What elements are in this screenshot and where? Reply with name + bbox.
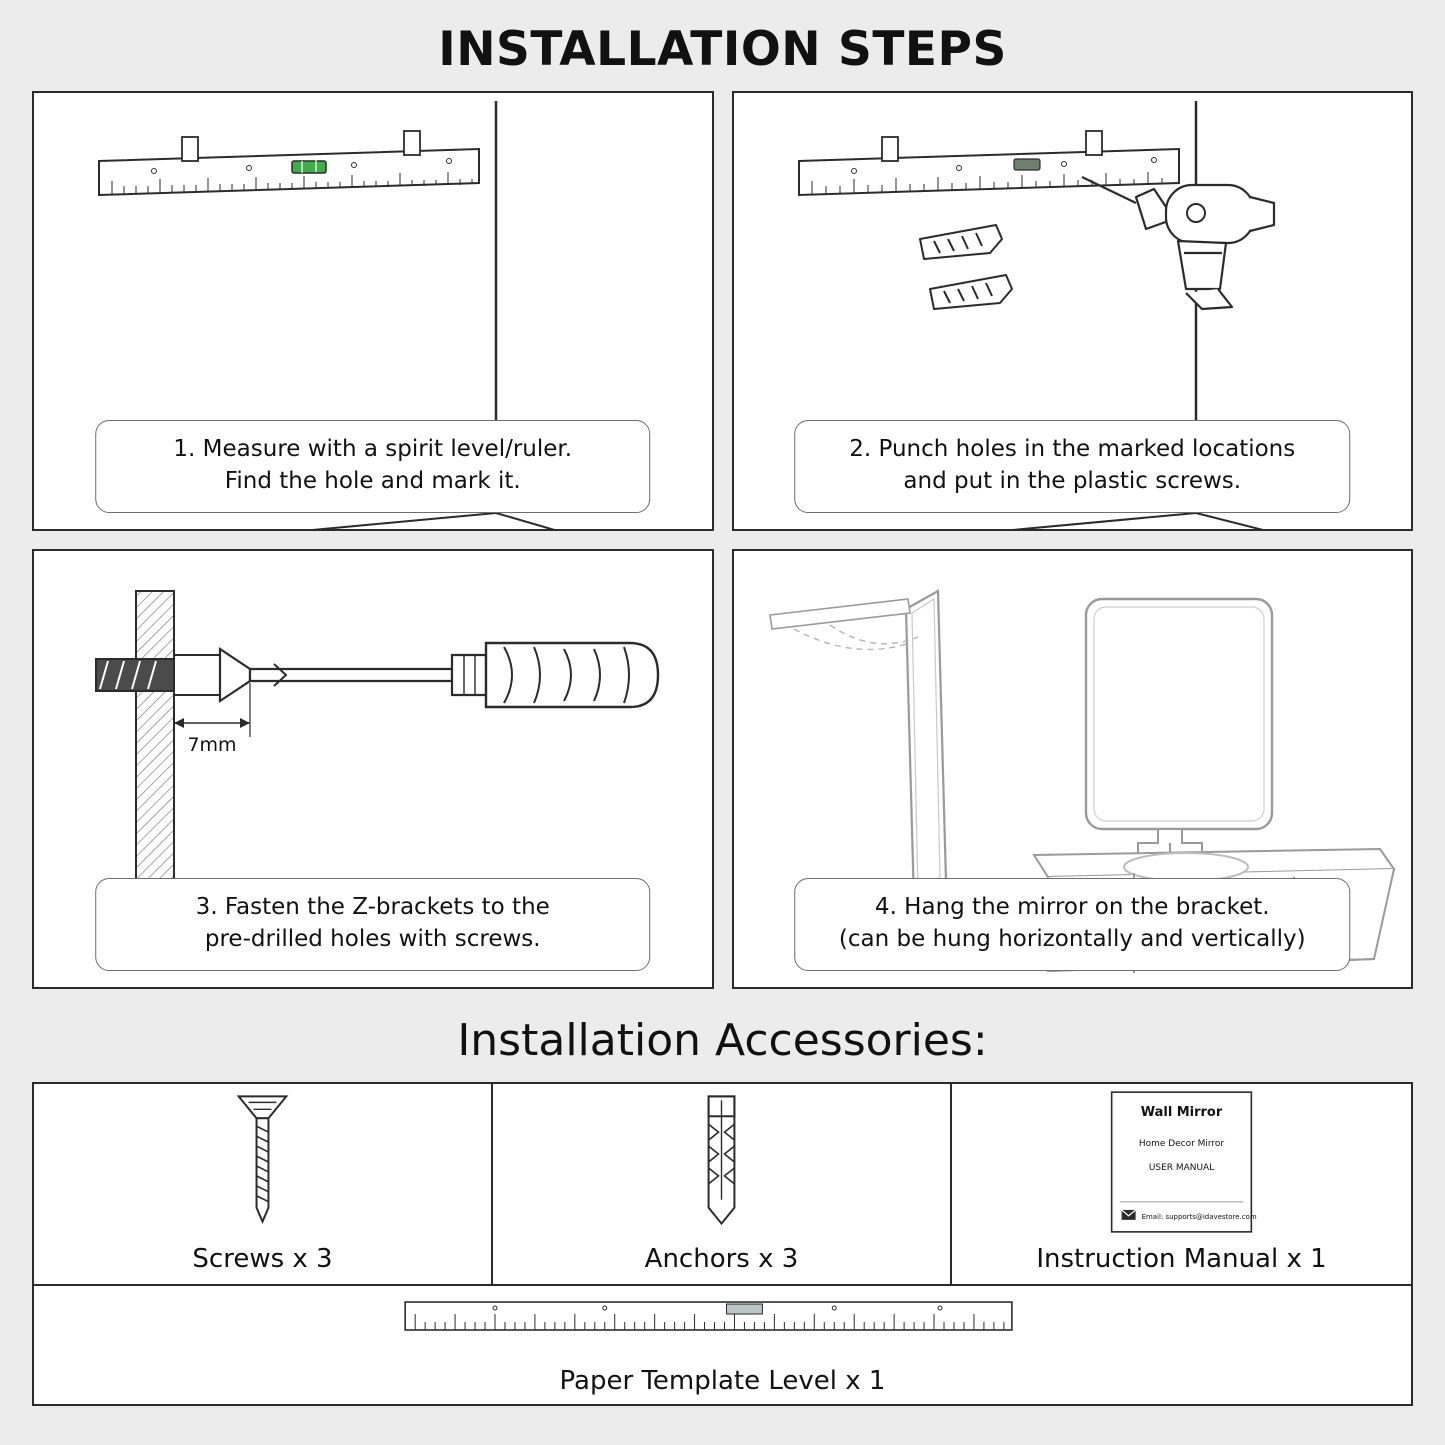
svg-text:USER MANUAL: USER MANUAL	[1148, 1162, 1215, 1173]
accessories-section	[0, 1082, 1445, 1406]
svg-text:Wall Mirror: Wall Mirror	[1140, 1105, 1223, 1121]
step-4-caption-line2: (can be hung horizontally and vertically)	[838, 926, 1306, 953]
accessory-paper-template	[32, 1284, 1413, 1406]
step-3-caption-line2: pre-drilled holes with screws.	[204, 926, 541, 953]
steps-grid	[0, 91, 1445, 989]
step-2-caption-line2: and put in the plastic screws.	[903, 468, 1242, 495]
accessories-heading: Installation Accessories:	[457, 1015, 988, 1066]
anchor-icon	[493, 1090, 950, 1230]
accessory-label-screws: Screws x 3	[192, 1244, 333, 1274]
accessory-screws	[34, 1084, 493, 1284]
accessory-anchors	[493, 1084, 952, 1284]
screw-icon	[34, 1090, 491, 1230]
step-card-1	[32, 91, 714, 531]
step-1-caption-line1: 1. Measure with a spirit level/ruler.	[173, 435, 573, 462]
step-4-caption-line1: 4. Hang the mirror on the bracket.	[874, 893, 1270, 920]
accessory-label-anchors: Anchors x 3	[644, 1244, 799, 1274]
svg-text:Email: supports@idavestore.c: Email: supports@idavestore.com	[1141, 1212, 1257, 1221]
svg-text:Home Decor Mirror: Home Decor Mirror	[1138, 1139, 1225, 1150]
accessory-manual	[952, 1084, 1411, 1284]
step-1-caption	[95, 420, 651, 513]
svg-text:7mm: 7mm	[187, 734, 237, 756]
step-3-caption-line1: 3. Fasten the Z-brackets to the	[195, 893, 550, 920]
step-4-caption	[794, 878, 1350, 971]
accessory-label-manual: Instruction Manual x 1	[1036, 1244, 1327, 1274]
accessory-label-paper-template: Paper Template Level x 1	[559, 1366, 886, 1396]
page-title: INSTALLATION STEPS	[438, 22, 1007, 77]
accessories-row	[32, 1082, 1413, 1284]
paper-ruler-level-icon	[34, 1292, 1411, 1348]
step-2-caption	[794, 420, 1350, 513]
step-3-caption	[95, 878, 651, 971]
step-card-3	[32, 549, 714, 989]
step-2-caption-line1: 2. Punch holes in the marked locations	[849, 435, 1296, 462]
step-card-2	[732, 91, 1414, 531]
step-1-caption-line2: Find the hole and mark it.	[224, 468, 521, 495]
step-card-4	[732, 549, 1414, 989]
manual-icon	[952, 1090, 1411, 1230]
